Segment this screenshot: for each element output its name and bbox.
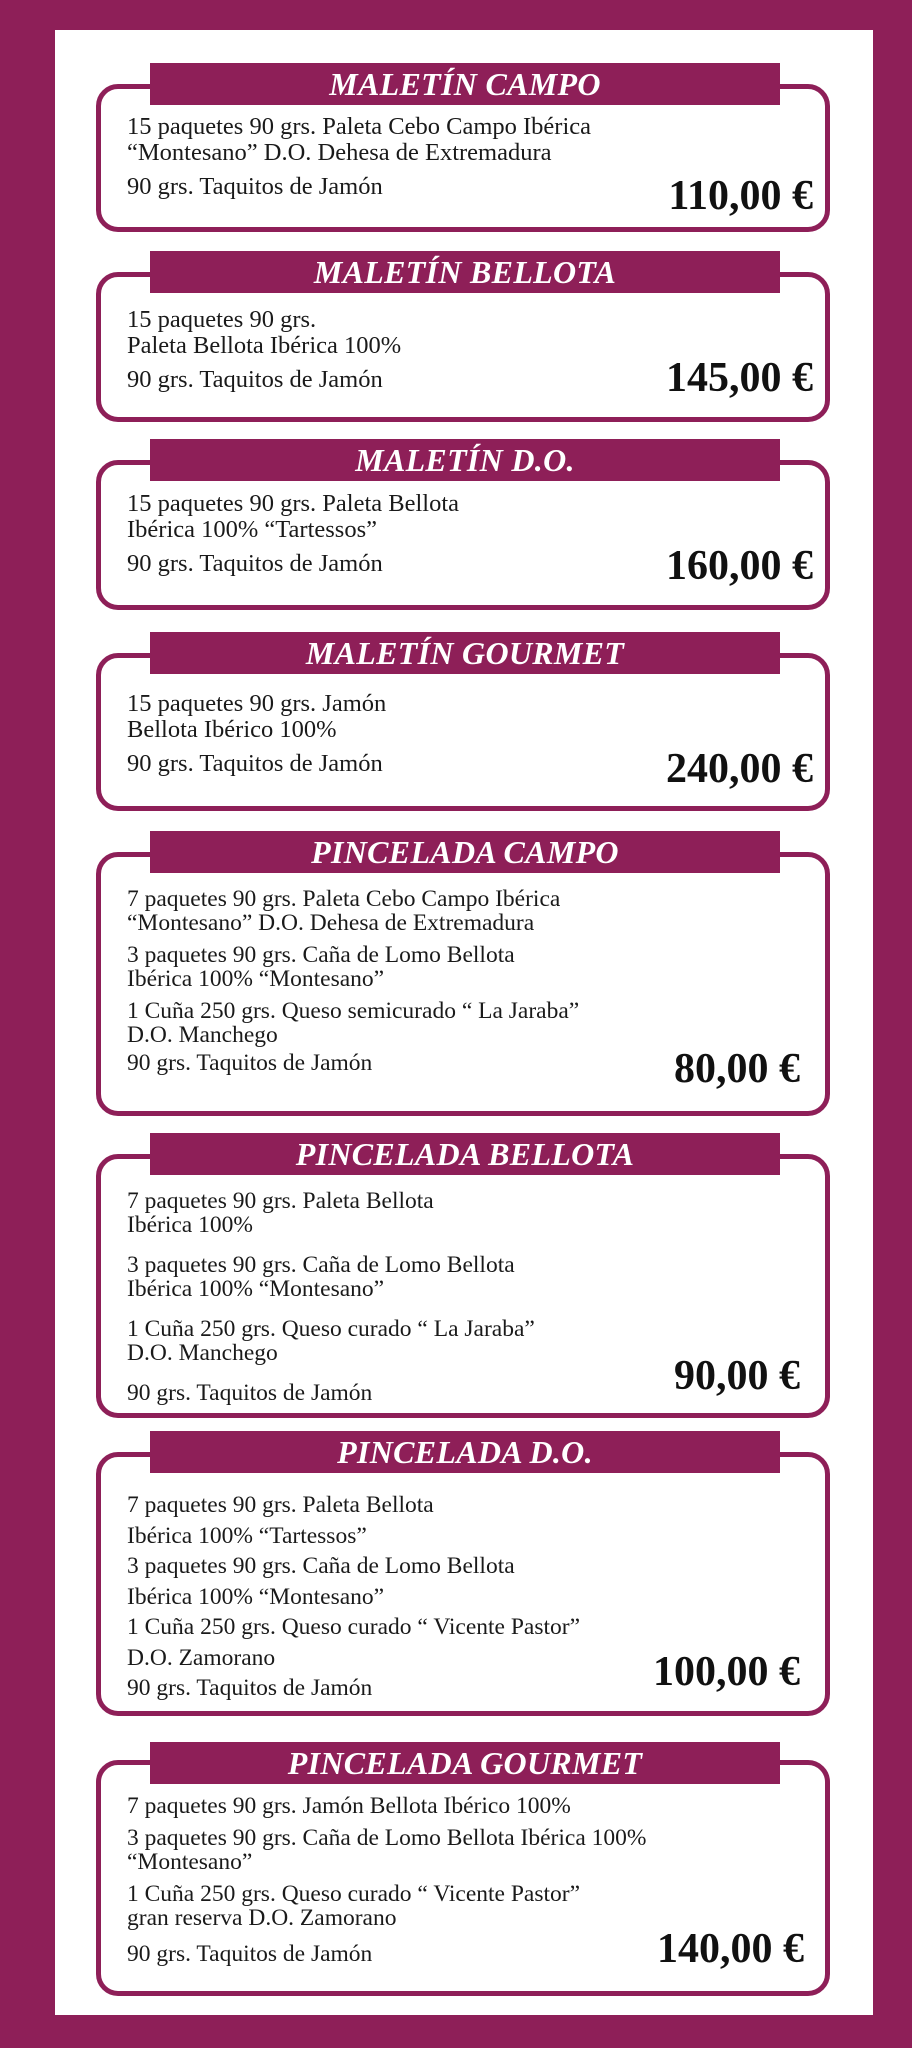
product-description bbox=[127, 1490, 580, 1704]
product-price: 240,00 € bbox=[666, 746, 813, 792]
description-line: 3 paquetes 90 grs. Caña de Lomo Bellota bbox=[127, 942, 515, 968]
product-description bbox=[127, 887, 579, 1075]
description-line: D.O. Zamorano bbox=[127, 1644, 276, 1671]
description-line: Ibérica 100% “Tartessos” bbox=[127, 516, 377, 543]
description-line: 1 Cuña 250 grs. Queso curado “ Vicente Pastor” bbox=[127, 1881, 581, 1907]
product-price: 110,00 € bbox=[668, 173, 813, 219]
description-line: “Montesano” D.O. Dehesa de Extremadura bbox=[127, 139, 552, 166]
product-title: MALETÍN GOURMET bbox=[150, 632, 780, 674]
product-price: 140,00 € bbox=[657, 1926, 804, 1972]
description-line: 3 paquetes 90 grs. Caña de Lomo Bellota bbox=[127, 1252, 515, 1278]
product-price: 145,00 € bbox=[666, 355, 813, 401]
description-line: “Montesano” D.O. Dehesa de Extremadura bbox=[127, 910, 535, 936]
description-line: 90 grs. Taquitos de Jamón bbox=[127, 1941, 373, 1967]
product-price: 80,00 € bbox=[674, 1046, 800, 1092]
description-line: 90 grs. Taquitos de Jamón bbox=[127, 1050, 373, 1076]
product-description bbox=[127, 1189, 535, 1405]
product-price: 100,00 € bbox=[653, 1649, 800, 1695]
description-line: 90 grs. Taquitos de Jamón bbox=[127, 1380, 373, 1406]
product-description bbox=[127, 691, 386, 777]
description-line: Ibérica 100% “Montesano” bbox=[127, 1276, 385, 1302]
description-line: 7 paquetes 90 grs. Jamón Bellota Ibérico 100% bbox=[127, 1793, 571, 1819]
product-title: PINCELADA BELLOTA bbox=[150, 1133, 780, 1175]
description-line: 90 grs. Taquitos de Jamón bbox=[127, 366, 383, 393]
description-line: gran reserva D.O. Zamorano bbox=[127, 1905, 397, 1931]
description-line: Ibérica 100% “Montesano” bbox=[127, 966, 385, 992]
description-line: 3 paquetes 90 grs. Caña de Lomo Bellota Ibérica 100% bbox=[127, 1825, 647, 1851]
description-line: 3 paquetes 90 grs. Caña de Lomo Bellota bbox=[127, 1553, 515, 1579]
description-line: “Montesano” bbox=[127, 1849, 253, 1875]
description-line: 1 Cuña 250 grs. Queso semicurado “ La Jaraba” bbox=[127, 998, 580, 1024]
description-line: 90 grs. Taquitos de Jamón bbox=[127, 550, 383, 577]
product-title: MALETÍN CAMPO bbox=[150, 63, 780, 105]
product-price: 160,00 € bbox=[666, 543, 813, 589]
description-line: 7 paquetes 90 grs. Paleta Bellota bbox=[127, 1492, 434, 1518]
description-line: 90 grs. Taquitos de Jamón bbox=[127, 1675, 373, 1701]
description-line: 15 paquetes 90 grs. Jamón bbox=[127, 690, 387, 717]
description-line: 1 Cuña 250 grs. Queso curado “ Vicente Pastor” bbox=[127, 1614, 581, 1640]
description-line: Bellota Ibérico 100% bbox=[127, 716, 337, 743]
product-title: MALETÍN BELLOTA bbox=[150, 251, 780, 293]
description-line: Paleta Bellota Ibérica 100% bbox=[127, 332, 402, 359]
description-line: 15 paquetes 90 grs. Paleta Bellota bbox=[127, 490, 460, 517]
description-line: 7 paquetes 90 grs. Paleta Bellota bbox=[127, 1188, 434, 1214]
description-line: 90 grs. Taquitos de Jamón bbox=[127, 173, 383, 200]
description-line: 7 paquetes 90 grs. Paleta Cebo Campo Ibérica bbox=[127, 886, 561, 912]
description-line: Ibérica 100% “Montesano” bbox=[127, 1583, 385, 1610]
product-title: PINCELADA GOURMET bbox=[150, 1742, 780, 1784]
description-line: 1 Cuña 250 grs. Queso curado “ La Jaraba” bbox=[127, 1316, 535, 1342]
product-description bbox=[127, 1794, 646, 1966]
description-line: 15 paquetes 90 grs. Paleta Cebo Campo Ibérica bbox=[127, 113, 592, 140]
description-line: 15 paquetes 90 grs. bbox=[127, 306, 317, 333]
product-title: PINCELADA D.O. bbox=[150, 1431, 780, 1473]
description-line: Ibérica 100% bbox=[127, 1212, 253, 1238]
description-line: D.O. Manchego bbox=[127, 1022, 278, 1048]
product-price: 90,00 € bbox=[674, 1353, 800, 1399]
product-description bbox=[127, 307, 401, 393]
description-line: Ibérica 100% “Tartessos” bbox=[127, 1522, 367, 1549]
description-line: 90 grs. Taquitos de Jamón bbox=[127, 750, 383, 777]
product-title: PINCELADA CAMPO bbox=[150, 831, 780, 873]
product-title: MALETÍN D.O. bbox=[150, 439, 780, 481]
product-description bbox=[127, 114, 591, 200]
product-description bbox=[127, 491, 459, 577]
description-line: D.O. Manchego bbox=[127, 1340, 278, 1366]
